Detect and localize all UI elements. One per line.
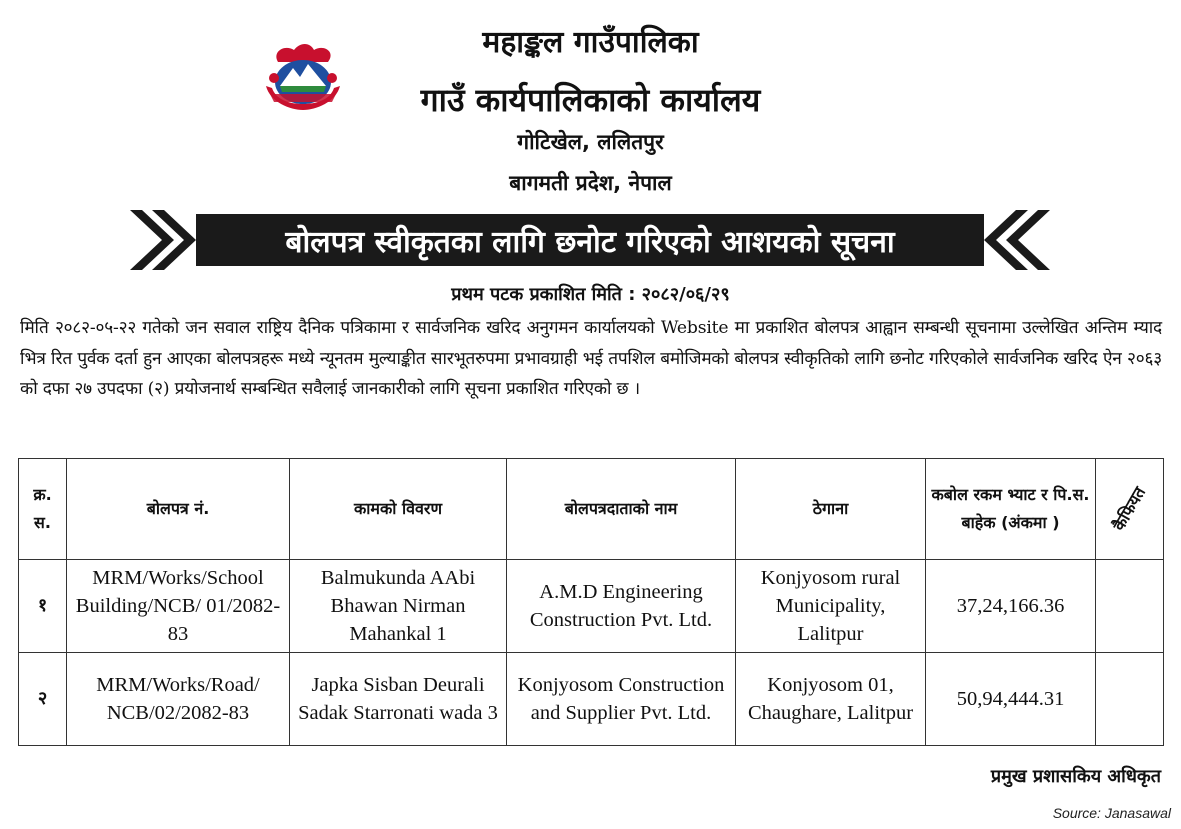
publication-date: प्रथम पटक प्रकाशित मिति : २०८२/०६/२९ bbox=[451, 284, 730, 305]
office-name: गाउँ कार्यपालिकाको कार्यालय bbox=[420, 81, 761, 119]
municipality-name: महाङ्कल गाउँपालिका bbox=[482, 25, 699, 60]
cell-bidder-name: Konjyosom Construction and Supplier Pvt. Ltd. bbox=[507, 653, 736, 746]
signatory-title: प्रमुख प्रशासकिय अधिकृत bbox=[990, 766, 1161, 787]
table-header-row bbox=[19, 459, 1164, 560]
header-address: ठेगाना bbox=[736, 459, 926, 560]
header-bid-amount: कबोल रकम भ्याट र पि.स. बाहेक (अंकमा ) bbox=[926, 459, 1096, 560]
notice-title: बोलपत्र स्वीकृतका लागि छनोट गरिएको आशयको सूचना bbox=[285, 224, 895, 260]
notice-body-text: मिति २०८२-०५-२२ गतेको जन सवाल राष्ट्रिय दैनिक पत्रिकामा र सार्वजनिक खरिद अनुगमन कार्यालयको Website मा प्रकाशित बोलपत्र आह्वान सम्बन्धी सूचनामा उल्लेखित अन्तिम म्याद भित्र रित पुर्वक दर्ता हुन आएका बोलपत्रहरू मध्ये न्यूनतम मुल्याङ्कीत सारभूतरुपमा प्रभावग्राही भई तपशिल बमोजिमको बोलपत्र स्वीकृतिको लागि छनोट गरिएकोले सार्वजनिक खरिद ऐन २०६३ को दफा २७ उपदफा (२) प्रयोजनार्थ सम्बन्धित सवैलाई जानकारीको लागि सूचना प्रकाशित गरिएको छ । bbox=[20, 318, 1162, 399]
cell-bid-number: MRM/Works/Road/ NCB/02/2082-83 bbox=[67, 653, 290, 746]
header-bidder-name: बोलपत्रदाताको नाम bbox=[507, 459, 736, 560]
office-location: गोटिखेल, ललितपुर bbox=[517, 130, 664, 154]
cell-remarks bbox=[1096, 560, 1164, 653]
table-row bbox=[19, 653, 1164, 746]
notice-title-banner bbox=[130, 210, 1050, 270]
source-credit: Source: Janasawal bbox=[1052, 805, 1171, 821]
header-remarks-label: कैफियत bbox=[1109, 483, 1150, 534]
cell-bid-amount: 37,24,166.36 bbox=[926, 560, 1096, 653]
cell-address: Konjyosom rural Municipality, Lalitpur bbox=[736, 560, 926, 653]
cell-bidder-name: A.M.D Engineering Construction Pvt. Ltd. bbox=[507, 560, 736, 653]
cell-bid-amount: 50,94,444.31 bbox=[926, 653, 1096, 746]
cell-serial-number: २ bbox=[19, 653, 67, 746]
cell-work-description: Balmukunda AAbi Bhawan Nirman Mahankal 1 bbox=[290, 560, 507, 653]
header-remarks bbox=[1096, 459, 1164, 560]
province-country: बागमती प्रदेश, नेपाल bbox=[509, 171, 672, 195]
cell-bid-number: MRM/Works/School Building/NCB/ 01/2082-83 bbox=[67, 560, 290, 653]
header-work-description: कामको विवरण bbox=[290, 459, 507, 560]
cell-serial-number: १ bbox=[19, 560, 67, 653]
cell-work-description: Japka Sisban Deurali Sadak Starronati wada 3 bbox=[290, 653, 507, 746]
header-bid-number: बोलपत्र नं. bbox=[67, 459, 290, 560]
table-row bbox=[19, 560, 1164, 653]
header-serial-number: क्र. स. bbox=[19, 459, 67, 560]
cell-remarks bbox=[1096, 653, 1164, 746]
bid-selection-table bbox=[18, 458, 1164, 746]
cell-address: Konjyosom 01, Chaughare, Lalitpur bbox=[736, 653, 926, 746]
